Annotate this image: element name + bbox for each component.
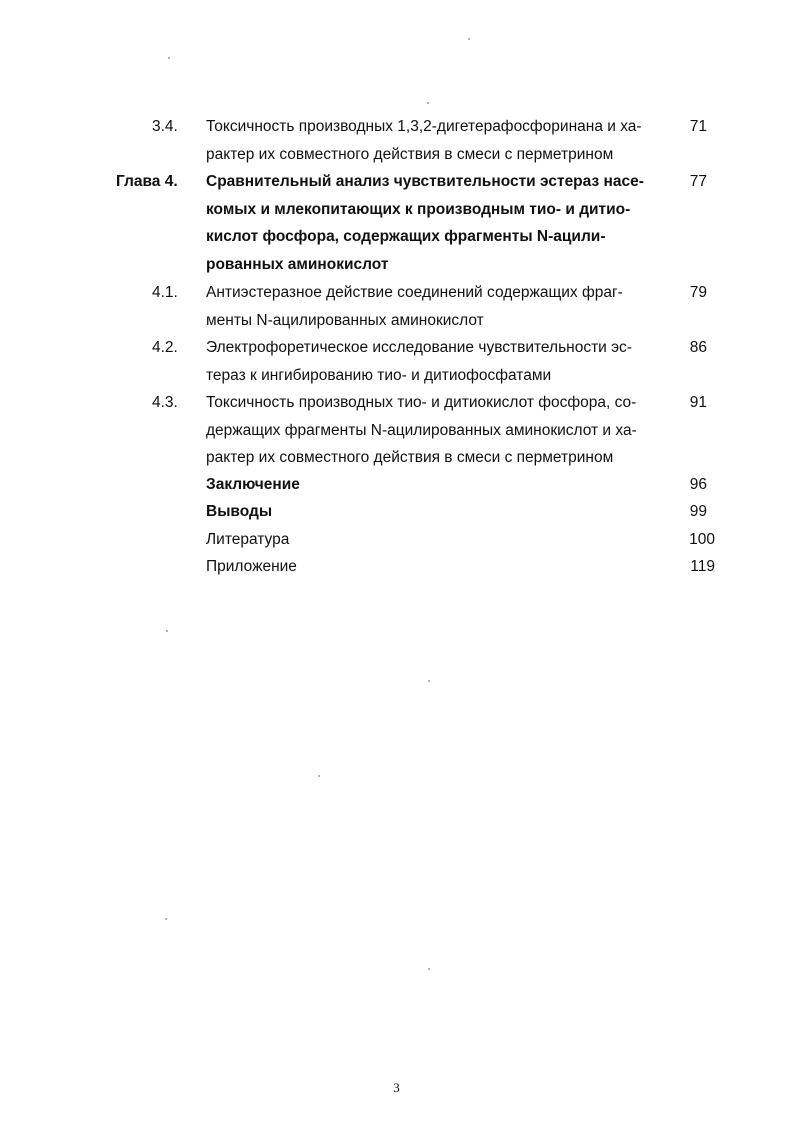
page-number: 71 [689, 118, 707, 135]
page-number: 86 [689, 339, 707, 356]
chapter-title: Сравнительный анализ чувствительности эстераз насе- комых и млекопитающих к производным тио- и дитио- кислот фосфора, содержащих фрагменты N-ацили- рованных аминокислот [206, 173, 644, 273]
page-number: 96 [689, 476, 707, 493]
scan-speck [427, 102, 429, 104]
section-title: Токсичность производных тио- и дитиокислот фосфора, со- держащих фрагменты N-ацилированных аминокислот и ха- рактер их совместного действия в смеси с перметрином [206, 394, 637, 466]
scan-speck [318, 775, 320, 777]
scan-speck [168, 57, 170, 59]
page-number: 100 [689, 531, 715, 548]
scan-speck [166, 630, 168, 632]
scan-speck [428, 680, 430, 682]
page-number: 91 [689, 394, 707, 411]
section-title: Приложение [206, 558, 297, 575]
section-number: 4.3. [152, 394, 178, 411]
scan-speck [165, 918, 167, 920]
page-number: 77 [689, 173, 707, 190]
page-number: 99 [689, 503, 707, 520]
page-number: 119 [690, 558, 715, 575]
chapter-number: Глава 4. [116, 173, 178, 190]
section-number: 4.1. [152, 284, 178, 301]
section-title: Антиэстеразное действие соединений содержащих фраг- менты N-ацилированных аминокислот [206, 284, 623, 329]
section-number: 3.4. [152, 118, 178, 135]
scan-speck [468, 38, 470, 40]
section-title: Заключение [206, 476, 300, 493]
section-number: 4.2. [152, 339, 178, 356]
section-title: Выводы [206, 503, 273, 520]
section-title: Электрофоретическое исследование чувствительности эс- тераз к ингибированию тио- и дитиофосфатами [206, 339, 632, 384]
page-footer-number: 3 [393, 1080, 400, 1095]
scan-speck [428, 968, 430, 970]
section-title: Литература [206, 531, 290, 548]
section-title: Токсичность производных 1,3,2-дигетерафосфоринана и ха- рактер их совместного действия в смеси с перметрином [206, 118, 642, 163]
page-number: 79 [689, 284, 707, 301]
